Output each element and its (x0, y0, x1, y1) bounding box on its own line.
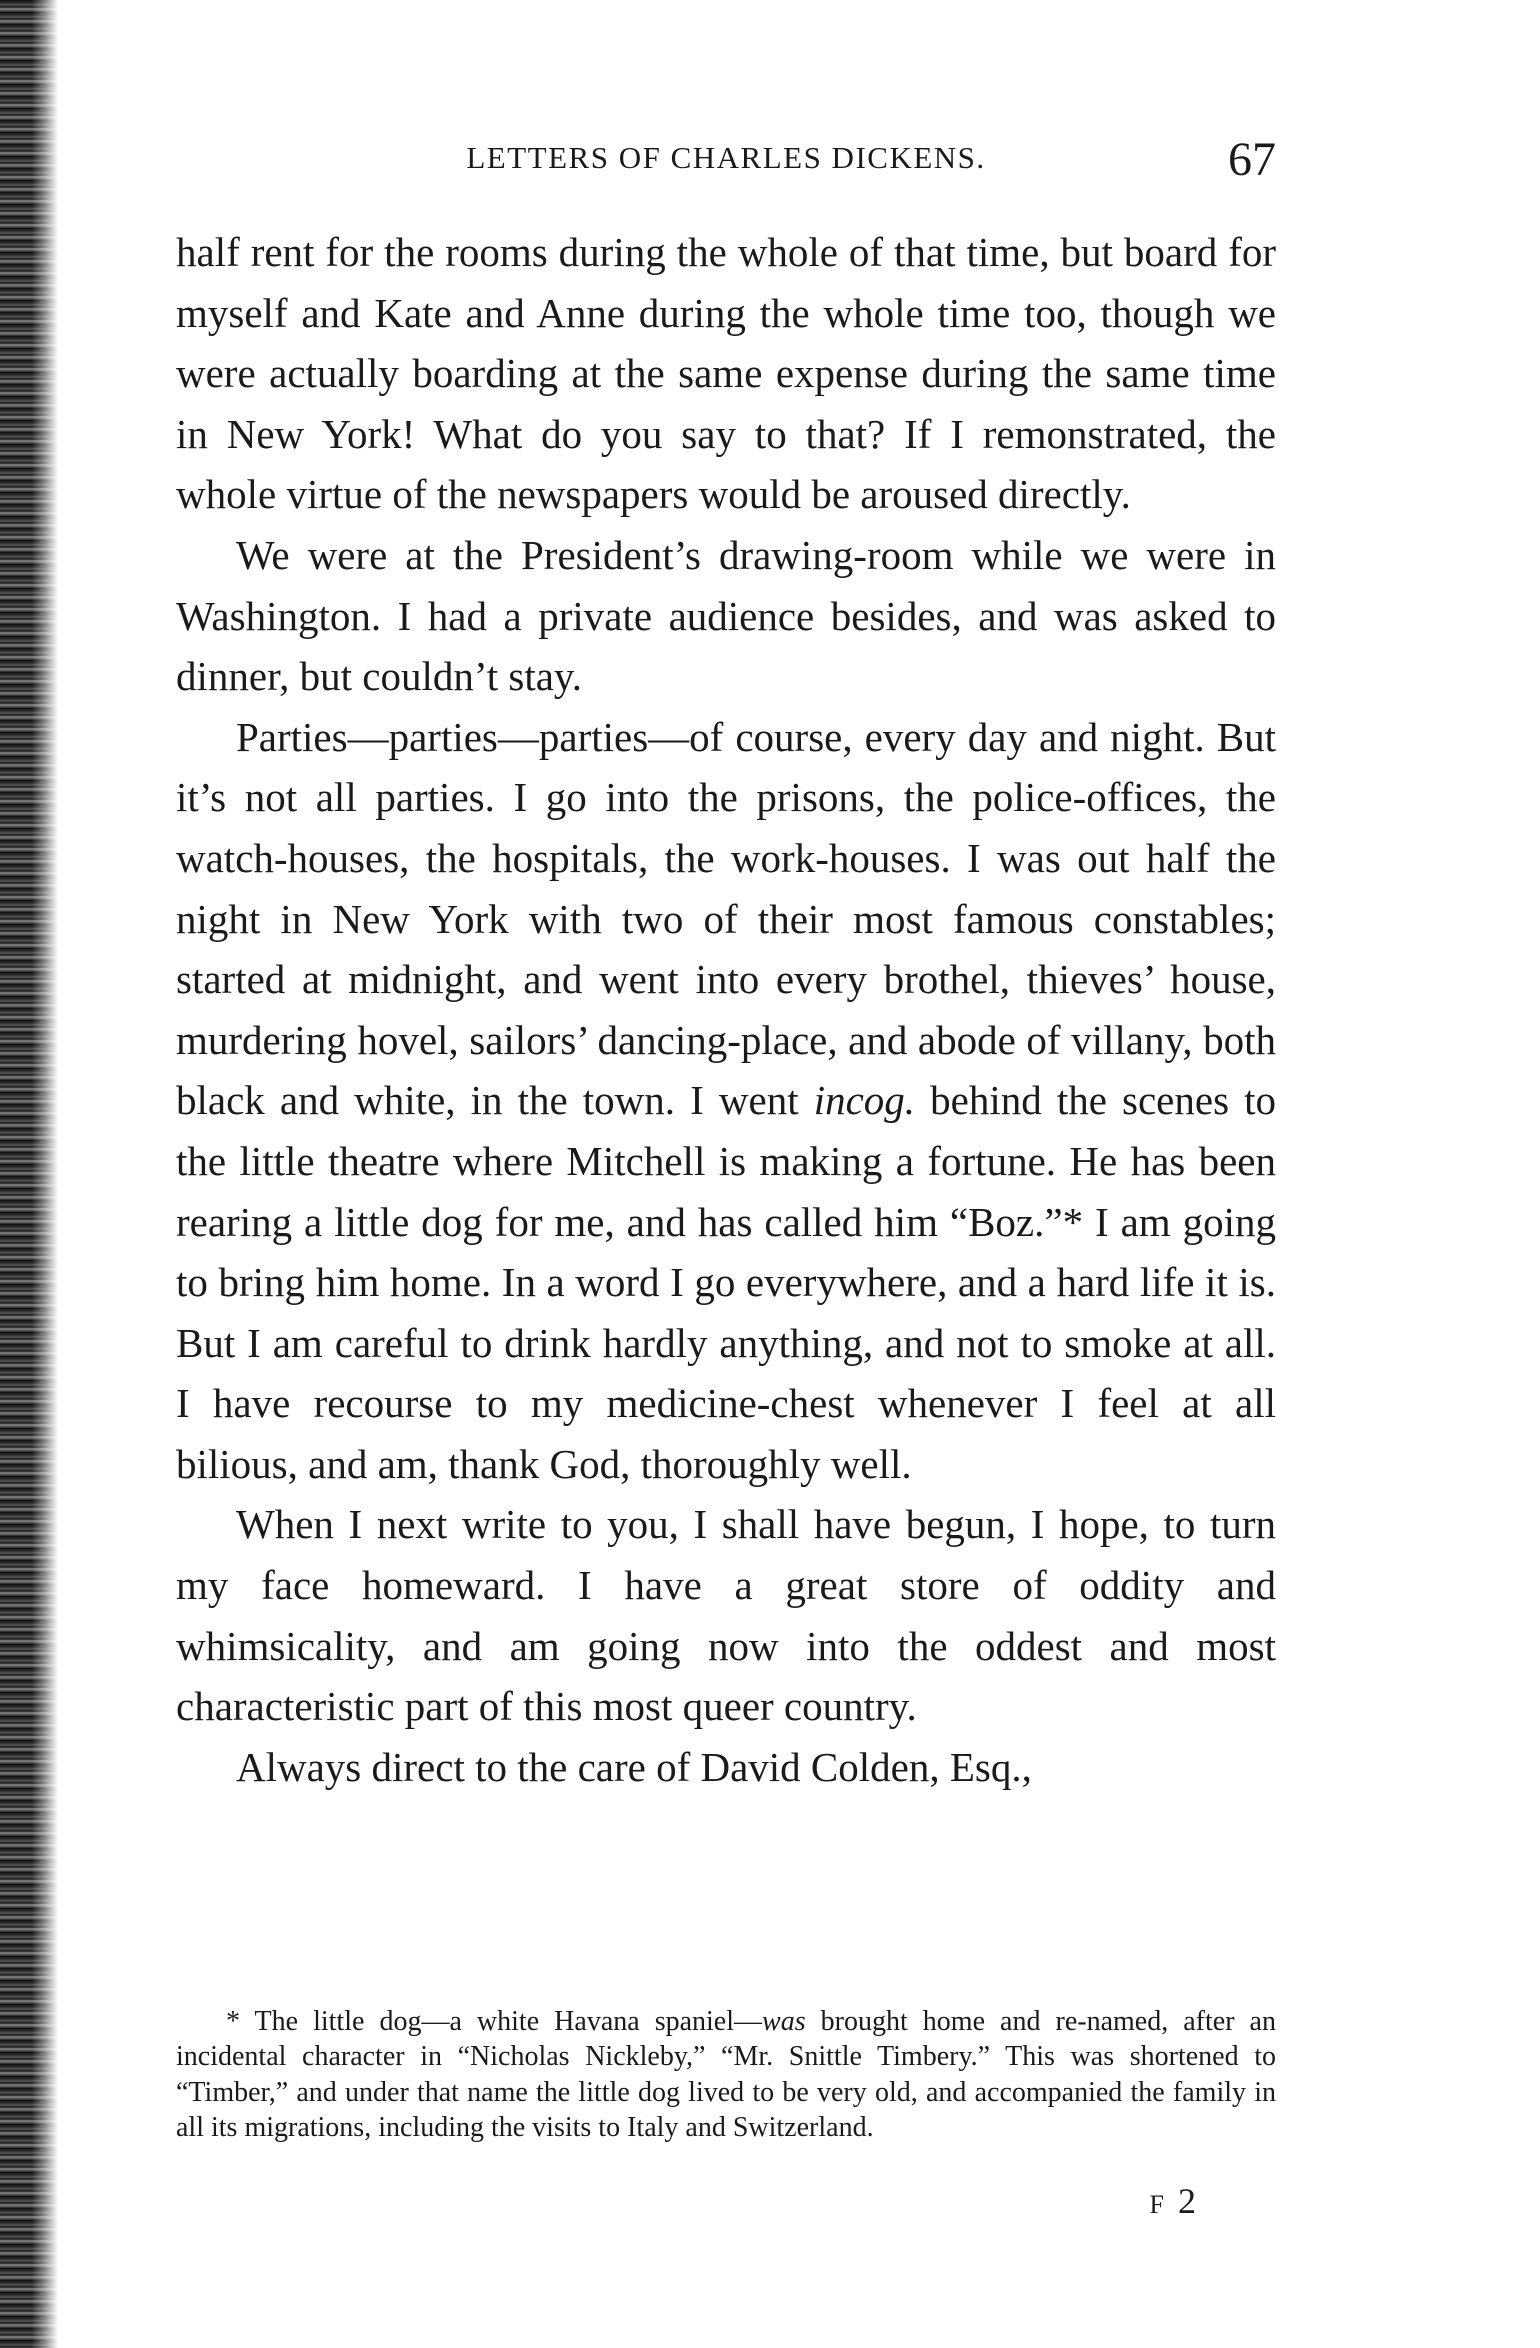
footnote-italic-was: was (762, 2006, 806, 2037)
printer-signature-mark (1150, 2180, 1196, 2222)
signature-number: 2 (1178, 2181, 1196, 2221)
paragraph-4: When I next write to you, I shall have begun, I hope, to turn my face homeward. I have a great store of oddity and whimsicality, and am going now into the oddest and most characteristic part of this most queer country. (176, 1501, 1276, 1730)
paragraph-3-part-2: behind the scenes to the little theatre where Mitchell is making a fortune. He has been rearing a little dog for me, and has called him “Boz.”* I am going to bring him home. In a word I go everywhere, and a hard life it is. But I am careful to drink hardly anything, and not to smoke at all. I have recourse to my medicine-chest whenever I feel at all bilious, and am, thank God, thoroughly well. (176, 1077, 1277, 1487)
footnote (176, 2004, 1276, 2146)
running-title: LETTERS OF CHARLES DICKENS. (466, 140, 986, 175)
paragraph-2: We were at the President’s drawing-room while we were in Washington. I had a private audience besides, and was asked to dinner, but couldn’t stay. (176, 531, 1276, 700)
paragraph-1: half rent for the rooms during the whole of that time, but board for myself and Kate and Anne during the whole time too, though we were actually boarding at the same expense during the same time in New York! What do you say to that? If I remonstrated, the whole virtue of the newspapers would be aroused directly. (176, 229, 1276, 518)
footnote-part-1: * The little dog—a white Havana spaniel— (226, 2006, 763, 2037)
letter-body (176, 222, 1276, 1797)
italic-incog: incog. (813, 1077, 916, 1124)
paragraph-5: Always direct to the care of David Colden, Esq., (236, 1743, 1032, 1790)
page-number: 67 (1228, 133, 1276, 186)
book-binding-edge (0, 0, 58, 2348)
footnote-part-2: brought home and re-named, after an incidental character in “Nicholas Nickleby,” “Mr. Snittle Timbery.” This was shortened to “Timber,” and under that name the little dog lived to be very old, and accompanied the family in all its migrations, including the visits to Italy and Switzerland. (176, 2006, 1276, 2144)
paragraph-3-part-1: Parties—parties—parties—of course, every day and night. But it’s not all parties. I go into the prisons, the police-offices, the watch-houses, the hospitals, the work-houses. I was out half the night in New York with two of their most famous constables; started at midnight, and went into every brothel, thieves’ house, murdering hovel, sailors’ dancing-place, and abode of villany, both black and white, in the town. I went (176, 713, 1276, 1124)
signature-letter: F (1149, 2190, 1164, 2219)
page-header (176, 132, 1276, 192)
paragraph-3 (176, 707, 1276, 1495)
